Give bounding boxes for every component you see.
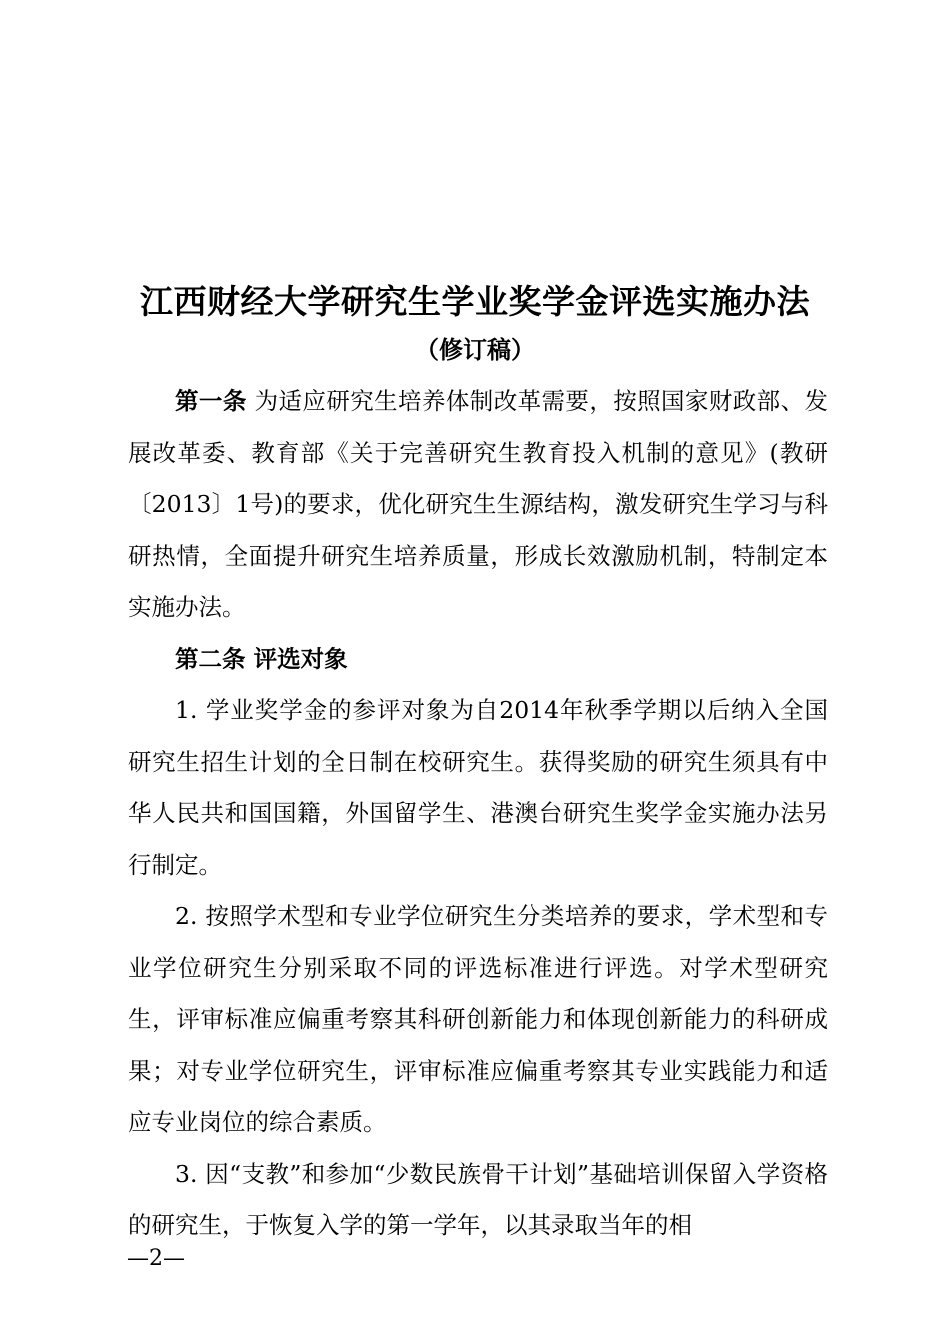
article-2-item-2: 2. 按照学术型和专业学位研究生分类培养的要求，学术型和专业学位研究生分别采取不同的评选标准进行评选。对学术型研究生，评审标准应偏重考察其科研创新能力和体现创新能力的科研成果；对专业学位研究生，评审标准应偏重考察其专业实践能力和适应专业岗位的综合素质。 [128, 902, 828, 1136]
page-number: —2— [127, 1246, 185, 1271]
article-2-heading: 第二条 评选对象 [175, 644, 348, 673]
article-2-heading-line [128, 634, 828, 686]
article-1-text: 为适应研究生培养体制改革需要，按照国家财政部、发展改革委、教育部《关于完善研究生教育投入机制的意见》(教研〔2013〕1号)的要求，优化研究生生源结构，激发研究生学习与科研热情，全面提升研究生培养质量，形成长效激励机制，特制定本实施办法。 [128, 387, 828, 621]
article-2-item-1: 1. 学业奖学金的参评对象为自2014年秋季学期以后纳入全国研究生招生计划的全日制在校研究生。获得奖励的研究生须具有中华人民共和国国籍，外国留学生、港澳台研究生奖学金实施办法另行制定。 [128, 696, 828, 879]
article-1-heading: 第一条 [175, 387, 247, 415]
article-2-item-3: 3. 因“支教”和参加“少数民族骨干计划”基础培训保留入学资格的研究生，于恢复入学的第一学年，以其录取当年的相 [128, 1159, 828, 1239]
article-1 [128, 376, 828, 634]
document-title: 江西财经大学研究生学业奖学金评选实施办法 [140, 282, 810, 321]
document-subtitle: （修订稿） [415, 336, 535, 364]
document-body [128, 376, 828, 1252]
